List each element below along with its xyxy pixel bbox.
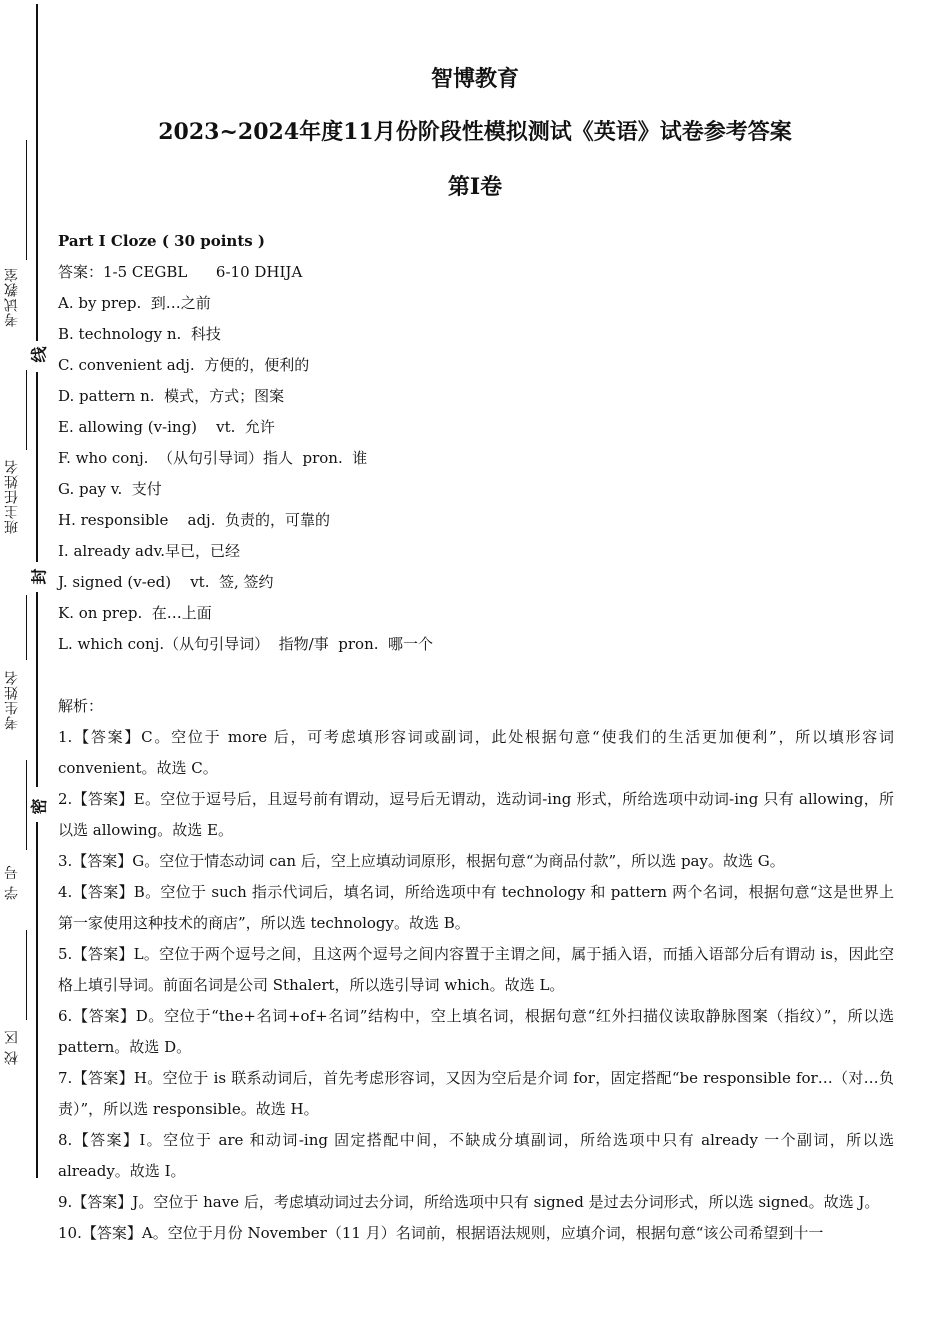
- analysis-item-3: 3.【答案】G。空位于情态动词 can 后，空上应填动词原形，根据句意“为商品付款”，所以选 pay。故选 G。: [58, 852, 785, 870]
- binding-line-bottom: [36, 822, 38, 1178]
- page-title: 2023~2024年度11月份阶段性模拟测试《英语》试卷参考答案: [158, 119, 792, 145]
- org-name: 智博教育: [430, 66, 519, 92]
- option-l: L. which conj.（从句引导词） 指物/事 pron. 哪一个: [58, 635, 434, 653]
- analysis-title: 解析：: [58, 697, 104, 715]
- option-j: J. signed (v-ed) vt. 签, 签约: [58, 573, 274, 591]
- seal-char-xian: 线: [27, 345, 50, 365]
- section-title: Part I Cloze ( 30 points ): [58, 232, 266, 250]
- underline-student-id[interactable]: [26, 760, 27, 850]
- option-k: K. on prep. 在…上面: [58, 604, 212, 622]
- option-c: C. convenient adj. 方便的，便利的: [58, 356, 310, 374]
- analysis-item-2: 2.【答案】E。空位于逗号后，且逗号前有谓动，逗号后无谓动，选动词-ing 形式，所给选项中动词-ing 只有 allowing，所以选 allowing。故选 E。: [58, 790, 894, 839]
- analysis-item-1: 1.【答案】C。空位于 more 后，可考虑填形容词或副词，此处根据句意“使我们的生活更加便利”，所以填形容词 convenient。故选 C。: [58, 728, 894, 777]
- volume-title: 第I卷: [447, 174, 503, 200]
- option-b: B. technology n. 科技: [58, 325, 221, 343]
- analysis-item-10: 10.【答案】A。空位于月份 November（11 月）名词前，根据语法规则，应填介词，根据句意“该公司希望到十一: [58, 1224, 824, 1242]
- answer-content: [58, 226, 894, 1249]
- option-f: F. who conj. （从句引导词）指人 pron. 谁: [58, 449, 368, 467]
- analysis-item-5: 5.【答案】L。空位于两个逗号之间，且这两个逗号之间内容置于主谓之间，属于插入语，而插入语部分后有谓动 is，因此空格上填引导词。前面名词是公司 Sthalert，所以选引导词 which。故选 L。: [58, 945, 894, 994]
- option-h: H. responsible adj. 负责的，可靠的: [58, 511, 331, 529]
- label-exam-room: 考试教室: [4, 267, 20, 327]
- seal-char-mi: 密: [27, 797, 50, 817]
- underline-student-name[interactable]: [26, 595, 27, 660]
- seal-char-feng: 封: [27, 567, 50, 587]
- option-d: D. pattern n. 模式，方式；图案: [58, 387, 285, 405]
- binding-margin: [0, 0, 50, 1344]
- option-e: E. allowing (v-ing) vt. 允许: [58, 418, 275, 436]
- spacer: [58, 660, 894, 691]
- underline-campus[interactable]: [26, 930, 27, 1020]
- analysis-item-8: 8.【答案】I。空位于 are 和动词-ing 固定搭配中间，不缺成分填副词，所给选项中只有 already 一个副词，所以选 already。故选 I。: [58, 1131, 894, 1180]
- analysis-item-6: 6.【答案】D。空位于“the+名词+of+名词”结构中，空上填名词，根据句意“红外扫描仪读取静脉图案（指纹）”，所以选 pattern。故选 D。: [58, 1007, 894, 1056]
- option-a: A. by prep. 到…之前: [58, 294, 211, 312]
- analysis-item-9: 9.【答案】J。空位于 have 后，考虑填动词过去分词，所给选项中只有 signed 是过去分词形式，所以选 signed。故选 J。: [58, 1193, 880, 1211]
- analysis-item-4: 4.【答案】B。空位于 such 指示代词后，填名词，所给选项中有 technology 和 pattern 两个名词，根据句意“这是世界上第一家使用这种技术的商店”，所以选 technology。故选 B。: [58, 883, 894, 932]
- label-student-id: 学 号: [4, 864, 20, 900]
- underline-head-teacher[interactable]: [26, 370, 27, 450]
- binding-line-lower: [36, 592, 38, 787]
- option-g: G. pay v. 支付: [58, 480, 162, 498]
- label-head-teacher: 班主任姓名: [4, 459, 20, 535]
- binding-line-mid: [36, 372, 38, 562]
- label-student-name: 考生姓名: [4, 670, 20, 730]
- option-i: I. already adv.早已，已经: [58, 542, 241, 560]
- answer-key-line: 答案：1-5 CEGBL 6-10 DHIJA: [58, 263, 303, 281]
- label-campus: 校 区: [4, 1029, 20, 1065]
- analysis-item-7: 7.【答案】H。空位于 is 联系动词后，首先考虑形容词，又因为空后是介词 for，固定搭配“be responsible for…（对…负责）”，所以选 responsible。故选 H。: [58, 1069, 894, 1118]
